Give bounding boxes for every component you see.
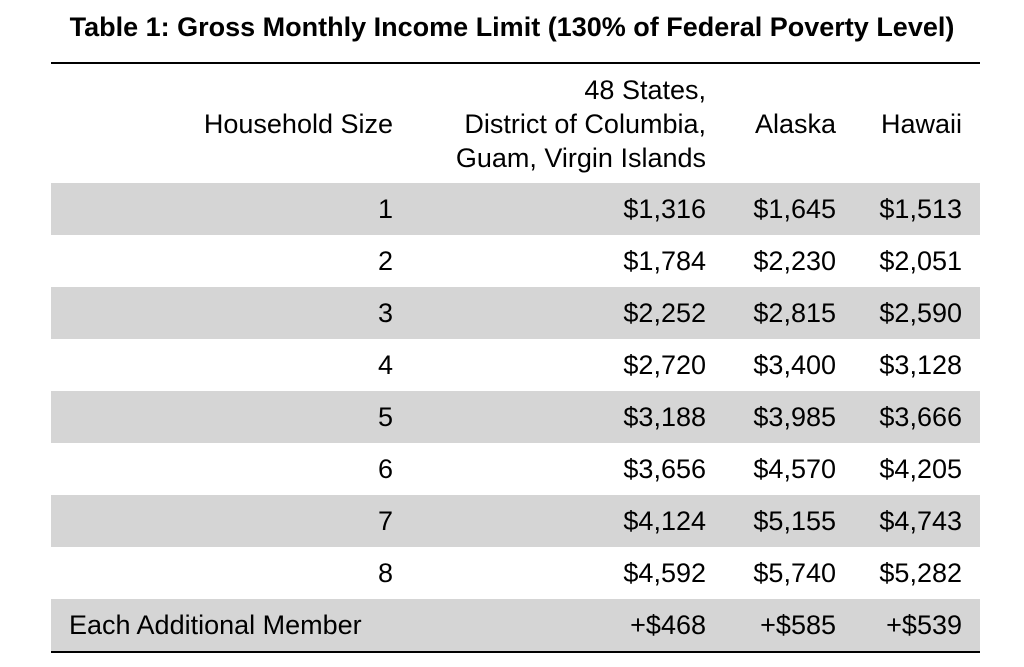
- cell-hawaii: $3,666: [852, 391, 980, 443]
- cell-48-states: $3,188: [411, 391, 724, 443]
- cell-alaska: $2,815: [724, 287, 852, 339]
- cell-48-states: +$468: [411, 599, 724, 651]
- cell-household-size: 3: [51, 287, 411, 339]
- cell-hawaii: $4,743: [852, 495, 980, 547]
- cell-household-size: 8: [377, 558, 393, 588]
- header-48-states-line3: Guam, Virgin Islands: [455, 142, 706, 173]
- cell-alaska: $5,740: [753, 558, 836, 588]
- cell-hawaii: $2,051: [879, 246, 962, 276]
- cell-alaska: $1,645: [724, 183, 852, 235]
- table-row: [51, 443, 980, 495]
- table-row: [51, 547, 980, 599]
- cell-alaska: $4,570: [753, 454, 836, 484]
- cell-alaska: $3,400: [753, 350, 836, 380]
- cell-hawaii: +$539: [852, 599, 980, 651]
- cell-alaska: $3,985: [724, 391, 852, 443]
- cell-48-states: $1,316: [411, 183, 724, 235]
- cell-alaska: +$585: [724, 599, 852, 651]
- cell-household-size: 6: [377, 454, 393, 484]
- cell-household-size: 5: [51, 391, 411, 443]
- table-row-additional-member: [51, 599, 980, 651]
- bottom-rule: [51, 651, 980, 653]
- cell-48-states: $3,656: [623, 454, 706, 484]
- cell-alaska: $5,155: [724, 495, 852, 547]
- cell-household-size: Each Additional Member: [51, 599, 411, 651]
- table-header: [51, 64, 980, 183]
- cell-48-states: $4,124: [411, 495, 724, 547]
- cell-hawaii: $1,513: [852, 183, 980, 235]
- header-48-states: [411, 64, 724, 183]
- cell-hawaii: $3,128: [879, 350, 962, 380]
- header-alaska: Alaska: [754, 108, 836, 139]
- cell-household-size: 4: [377, 350, 393, 380]
- table-row: [51, 339, 980, 391]
- cell-alaska: $2,230: [753, 246, 836, 276]
- cell-household-size: 7: [51, 495, 411, 547]
- header-row: [51, 64, 980, 183]
- cell-hawaii: $4,205: [879, 454, 962, 484]
- cell-household-size: 2: [377, 246, 393, 276]
- cell-48-states: $2,252: [411, 287, 724, 339]
- table-row: [51, 495, 980, 547]
- header-household-size: Household Size: [203, 108, 393, 139]
- header-48-states-line1: 48 States,: [584, 74, 706, 105]
- table-row: [51, 287, 980, 339]
- table-row: [51, 391, 980, 443]
- table-body: [51, 183, 980, 651]
- cell-48-states: $4,592: [623, 558, 706, 588]
- cell-hawaii: $5,282: [879, 558, 962, 588]
- cell-hawaii: $2,590: [852, 287, 980, 339]
- table-title: Table 1: Gross Monthly Income Limit (130% of Federal Poverty Level): [69, 12, 955, 42]
- table-row: [51, 235, 980, 287]
- cell-household-size: 1: [51, 183, 411, 235]
- cell-48-states: $2,720: [623, 350, 706, 380]
- header-48-states-line2: District of Columbia,: [464, 108, 706, 139]
- cell-48-states: $1,784: [623, 246, 706, 276]
- header-hawaii: Hawaii: [880, 108, 962, 139]
- table-row: [51, 183, 980, 235]
- income-limit-table-container: [51, 62, 980, 653]
- income-limit-table: [51, 64, 980, 651]
